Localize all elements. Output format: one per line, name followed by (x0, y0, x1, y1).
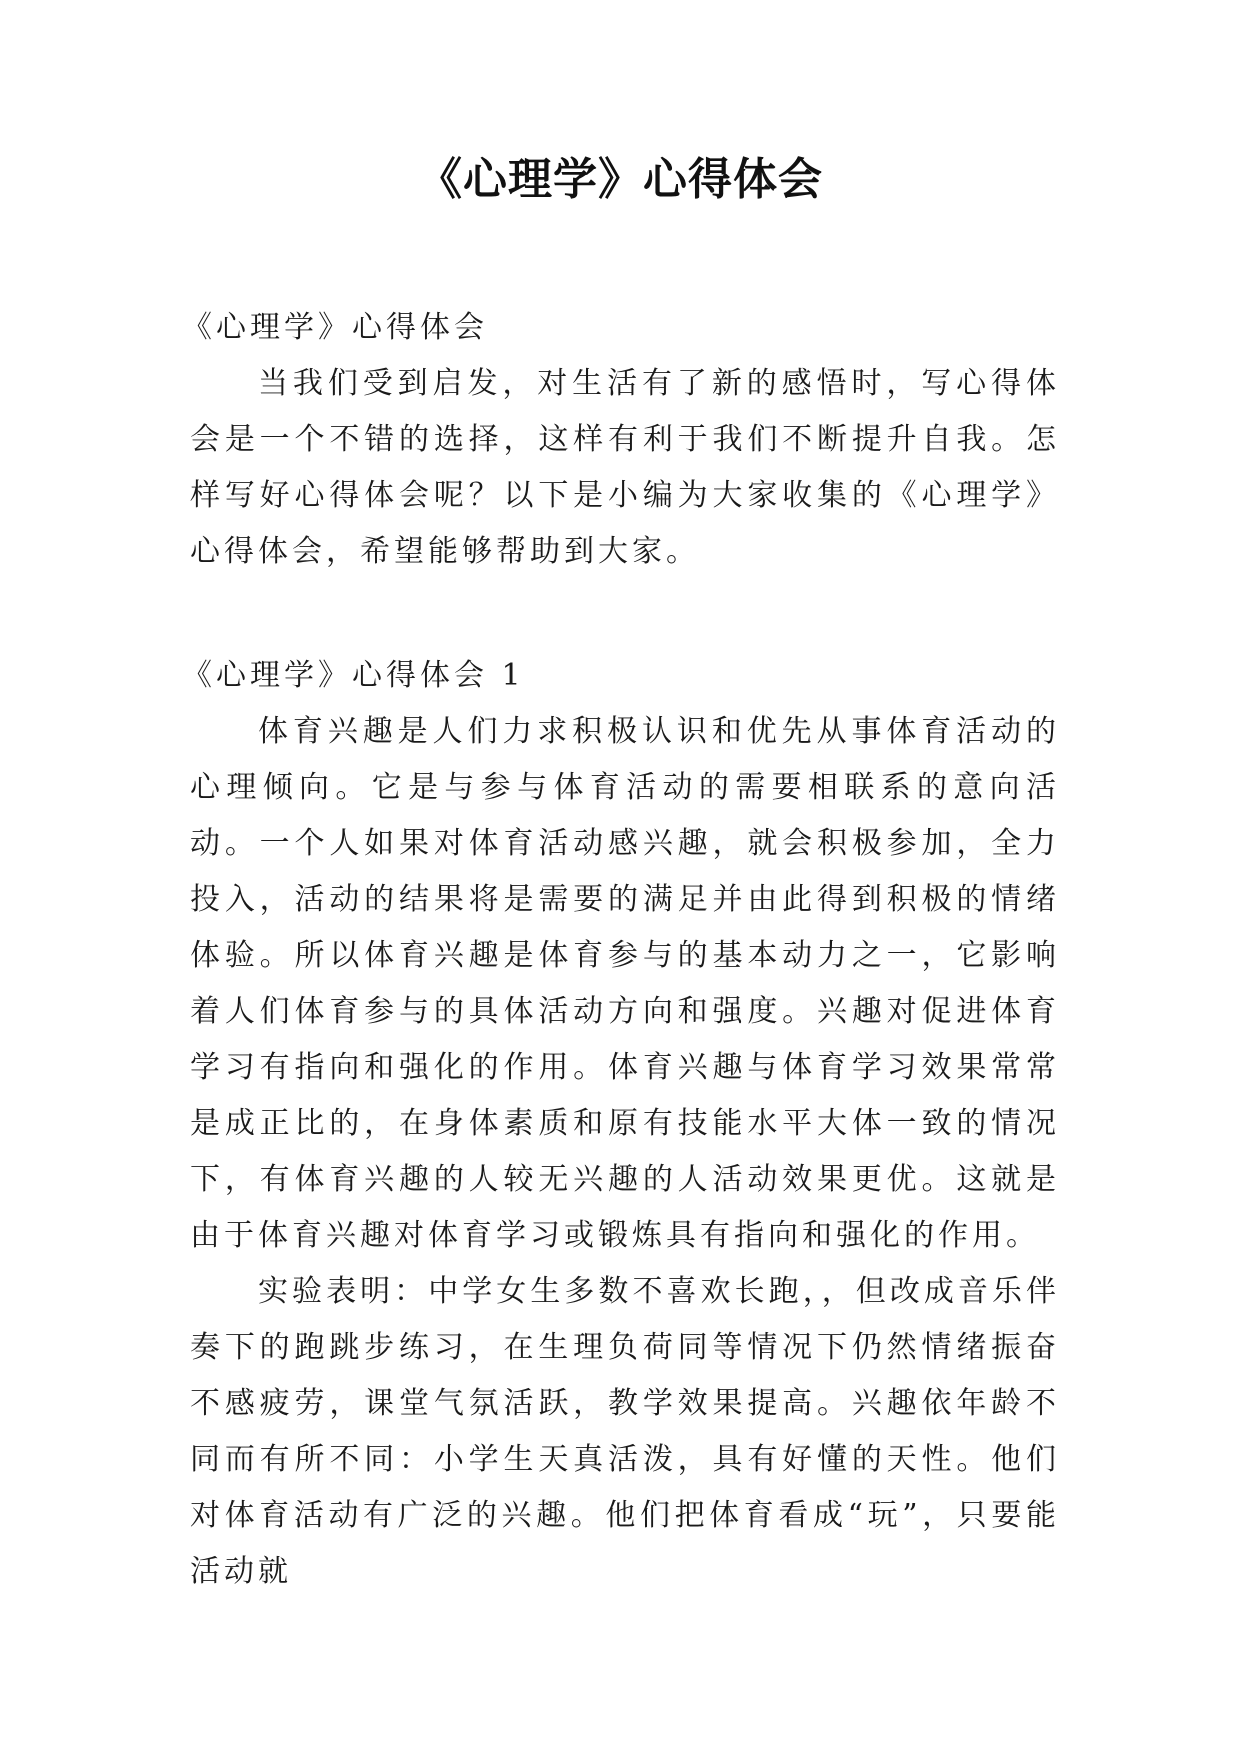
intro-heading: 《心理学》心得体会 (182, 310, 488, 345)
section-spacer (190, 580, 1060, 648)
section1-heading: 《心理学》心得体会 1 (182, 658, 525, 693)
intro-paragraph: 当我们受到启发，对生活有了新的感悟时，写心得体会是一个不错的选择，这样有利于我们不断提升自我。怎样写好心得体会呢？以下是小编为大家收集的《心理学》心得体会，希望能够帮助到大家。 (190, 366, 1060, 569)
document-body (182, 300, 1060, 1600)
section1-paragraph-2: 实验表明：中学女生多数不喜欢长跑，，但改成音乐伴奏下的跑跳步练习，在生理负荷同等情况下仍然情绪振奋不感疲劳，课堂气氛活跃，教学效果提高。兴趣依年龄不同而有所不同：小学生天真活泼，具有好懂的天性。他们对体育活动有广泛的兴趣。他们把体育看成“玩”，只要能活动就 (190, 1274, 1060, 1589)
document-title: 《心理学》心得体会 (418, 154, 823, 205)
section1-paragraph-1: 体育兴趣是人们力求积极认识和优先从事体育活动的心理倾向。它是与参与体育活动的需要相联系的意向活动。一个人如果对体育活动感兴趣，就会积极参加，全力投入，活动的结果将是需要的满足并由此得到积极的情绪体验。所以体育兴趣是体育参与的基本动力之一，它影响着人们体育参与的具体活动方向和强度。兴趣对促进体育学习有指向和强化的作用。体育兴趣与体育学习效果常常是成正比的，在身体素质和原有技能水平大体一致的情况下，有体育兴趣的人较无兴趣的人活动效果更优。这就是由于体育兴趣对体育学习或锻炼具有指向和强化的作用。 (190, 714, 1060, 1253)
